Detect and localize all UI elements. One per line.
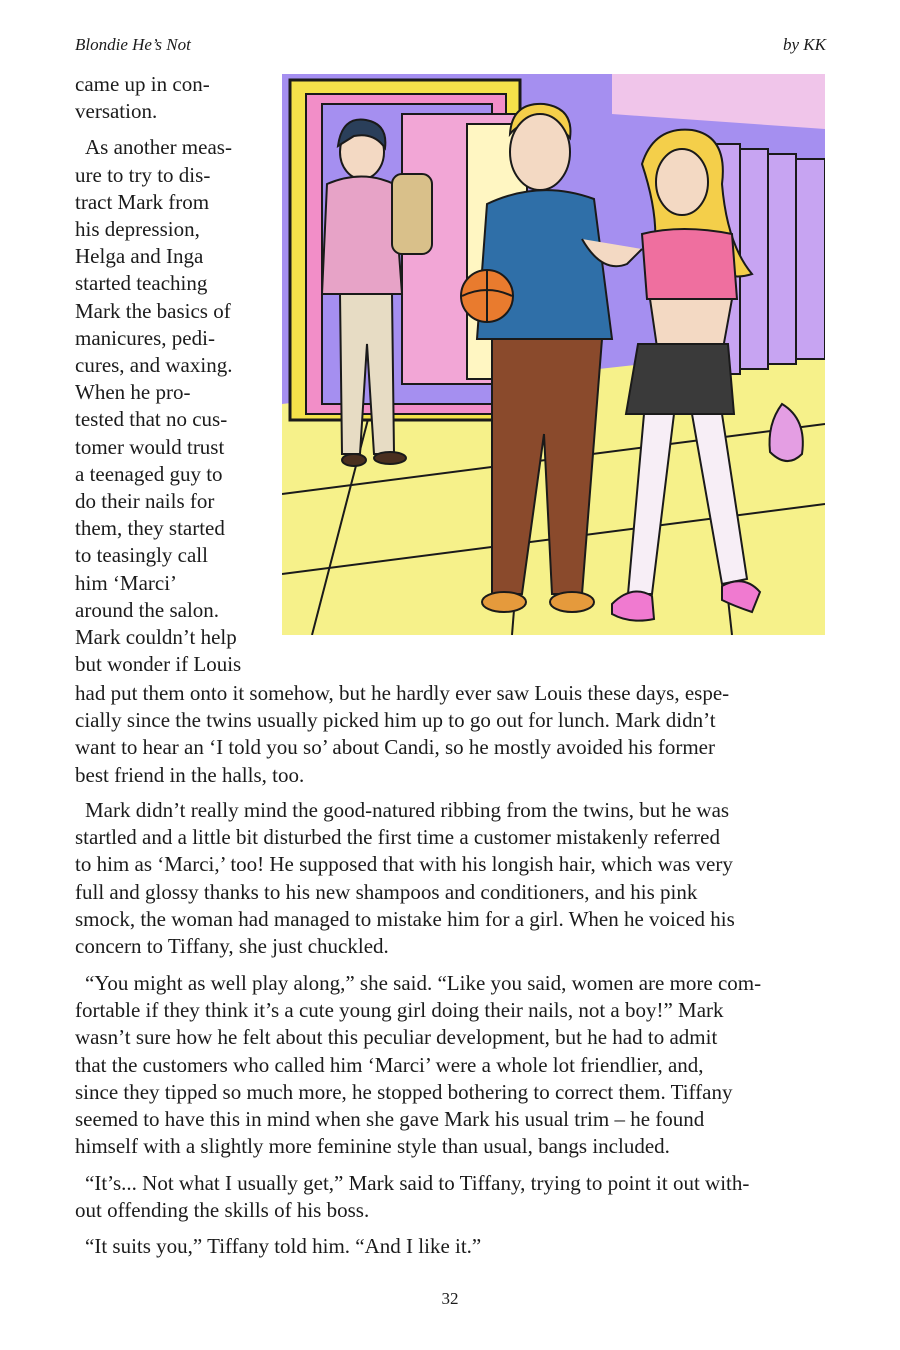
story-illustration [282, 74, 825, 635]
paragraph-4: “You might as well play along,” she said. “Like you said, women are more com- fortable if they think it’s a cute young girl doing their nails, not a boy!” Mark wasn’t sure how he felt about this peculiar development, but he had to admit that the customers who called him ‘Marci’ were a whole lot friendlier, and, since they tipped so much more, he stopped bothering to correct them. Tiffany seemed to have this in mind when she gave Mark his usual trim – he found himself with a slightly more feminine style than usual, bangs included. [75, 971, 762, 1159]
paragraph-3: Mark didn’t really mind the good-natured ribbing from the twins, but he was startled and a little bit disturbed the first time a customer mistakenly referred to him as ‘Marci,’ too! He supposed that with his longish hair, which was very full and glossy thanks to his new shampoos and conditioners, and his pink smock, the woman had managed to mistake him for a girl. When he voiced his concern to Tiffany, she just chuckled. [75, 798, 735, 959]
page-number: 32 [441, 1289, 459, 1308]
author-credit: by KK [783, 35, 826, 54]
book-title: Blondie He’s Not [75, 35, 191, 54]
paragraph-1-fragment: came up in con- versation. [75, 72, 210, 124]
narrow-column [75, 71, 265, 678]
paragraph-5: “It’s... Not what I usually get,” Mark said to Tiffany, trying to point it out with- out offending the skills of his boss. [75, 1171, 750, 1223]
paragraph-2-continued: had put them onto it somehow, but he hardly ever saw Louis these days, espe- cially since the twins usually picked him up to go out for lunch. Mark didn’t want to hear an ‘I told you so’ about Candi, so he mostly avoided his former best friend in the halls, too. [75, 681, 730, 787]
paragraph-6: “It suits you,” Tiffany told him. “And I like it.” [85, 1234, 482, 1258]
paragraph-2-start: As another meas- ure to try to dis- tract Mark from his depression, Helga and Inga started teaching Mark the basics of manicures, pedi- cures, and waxing. When he pro- tested that no cus- tomer would trust a teenaged guy to do their nails for them, they started to teasingly call him ‘Marci’ around the salon. Mark couldn’t help but wonder if Louis [75, 135, 242, 677]
hallway-scene-image [282, 74, 825, 635]
